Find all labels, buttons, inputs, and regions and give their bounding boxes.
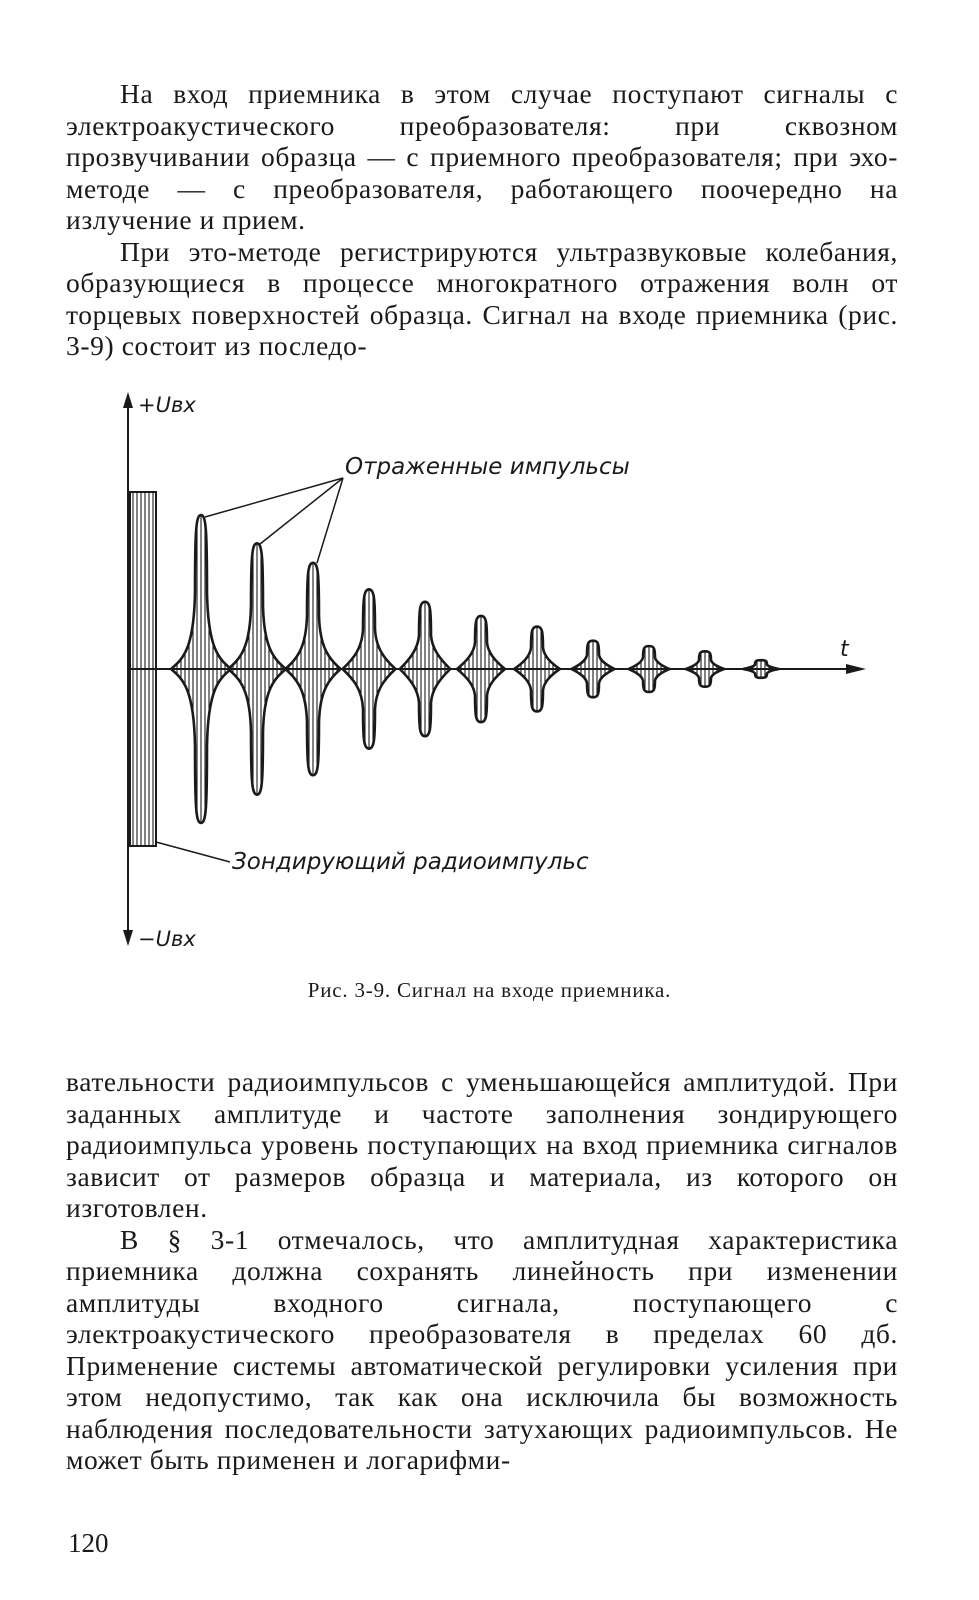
- reflected-pulse: [514, 627, 560, 712]
- reflected-pulse: [228, 543, 286, 794]
- reflected-pulse: [629, 646, 670, 692]
- x-axis-label: t: [840, 637, 849, 662]
- page-number: 120: [68, 1528, 109, 1558]
- y-axis-top-label: +Uвх: [138, 393, 196, 417]
- reflected-pulse: [571, 641, 614, 698]
- text-block-bottom: [66, 1066, 898, 1476]
- y-axis-arrow-up: [123, 392, 133, 408]
- paragraph: При это-методе регистрируются ультразвуковые колебания, образующиеся в процессе многократного отражения волн от торцевых поверхностей образца. Сигнал на входе приемника (рис. 3-9) состоит из последо-: [66, 235, 898, 361]
- reflected-pulse: [457, 616, 505, 722]
- figure-caption: Рис. 3-9. Сигнал на входе приемника.: [307, 978, 672, 1002]
- reflected-pulses: [171, 515, 779, 823]
- paragraph: На вход приемника в этом случае поступают сигналы с электроакустического преобразователя: при сквозном прозвучивании образца — с приемного преобразователя; при эхо-методе — с преобразователя, работающего поочередно на излучение и прием.: [66, 78, 898, 235]
- reflected-pulses-label: Отраженные импульсы: [345, 454, 630, 480]
- reflected-pulse: [686, 651, 724, 686]
- reflected-pulse: [343, 589, 396, 748]
- probe-pulse-label: Зондирующий радиоимпульс: [232, 849, 589, 875]
- paragraph: вательности радиоимпульсов с уменьшающейся амплитудой. При заданных амплитуде и частоте заполнения зондирующего радиоимпульса уровень поступающих на вход приемника сигналов зависит от размеров образца и материала, из которого он изготовлен.: [66, 1066, 898, 1223]
- x-axis-arrow: [846, 664, 866, 674]
- paragraph: В § 3-1 отмечалось, что амплитудная характеристика приемника должна сохранять линейность при изменении амплитуды входного сигнала, поступающего с электроакустического преобразователя в пределах 60 дб. Применение системы автоматической регулировки усиления при этом недопустимо, так как она исключила бы возможность наблюдения последовательности затухающих радиоимпульсов. Не может быть применен и логарифми-: [66, 1223, 898, 1475]
- reflected-pulse: [743, 660, 779, 678]
- reflected-pulse: [171, 515, 231, 823]
- y-axis-arrow-down: [123, 930, 133, 946]
- probe-pulse: [130, 492, 156, 846]
- text-block-top: [66, 78, 898, 362]
- figure-signal: [0, 380, 979, 980]
- reflected-pulse: [285, 563, 340, 775]
- y-axis-bottom-label: −Uвх: [138, 927, 196, 951]
- reflected-pulse: [400, 602, 450, 737]
